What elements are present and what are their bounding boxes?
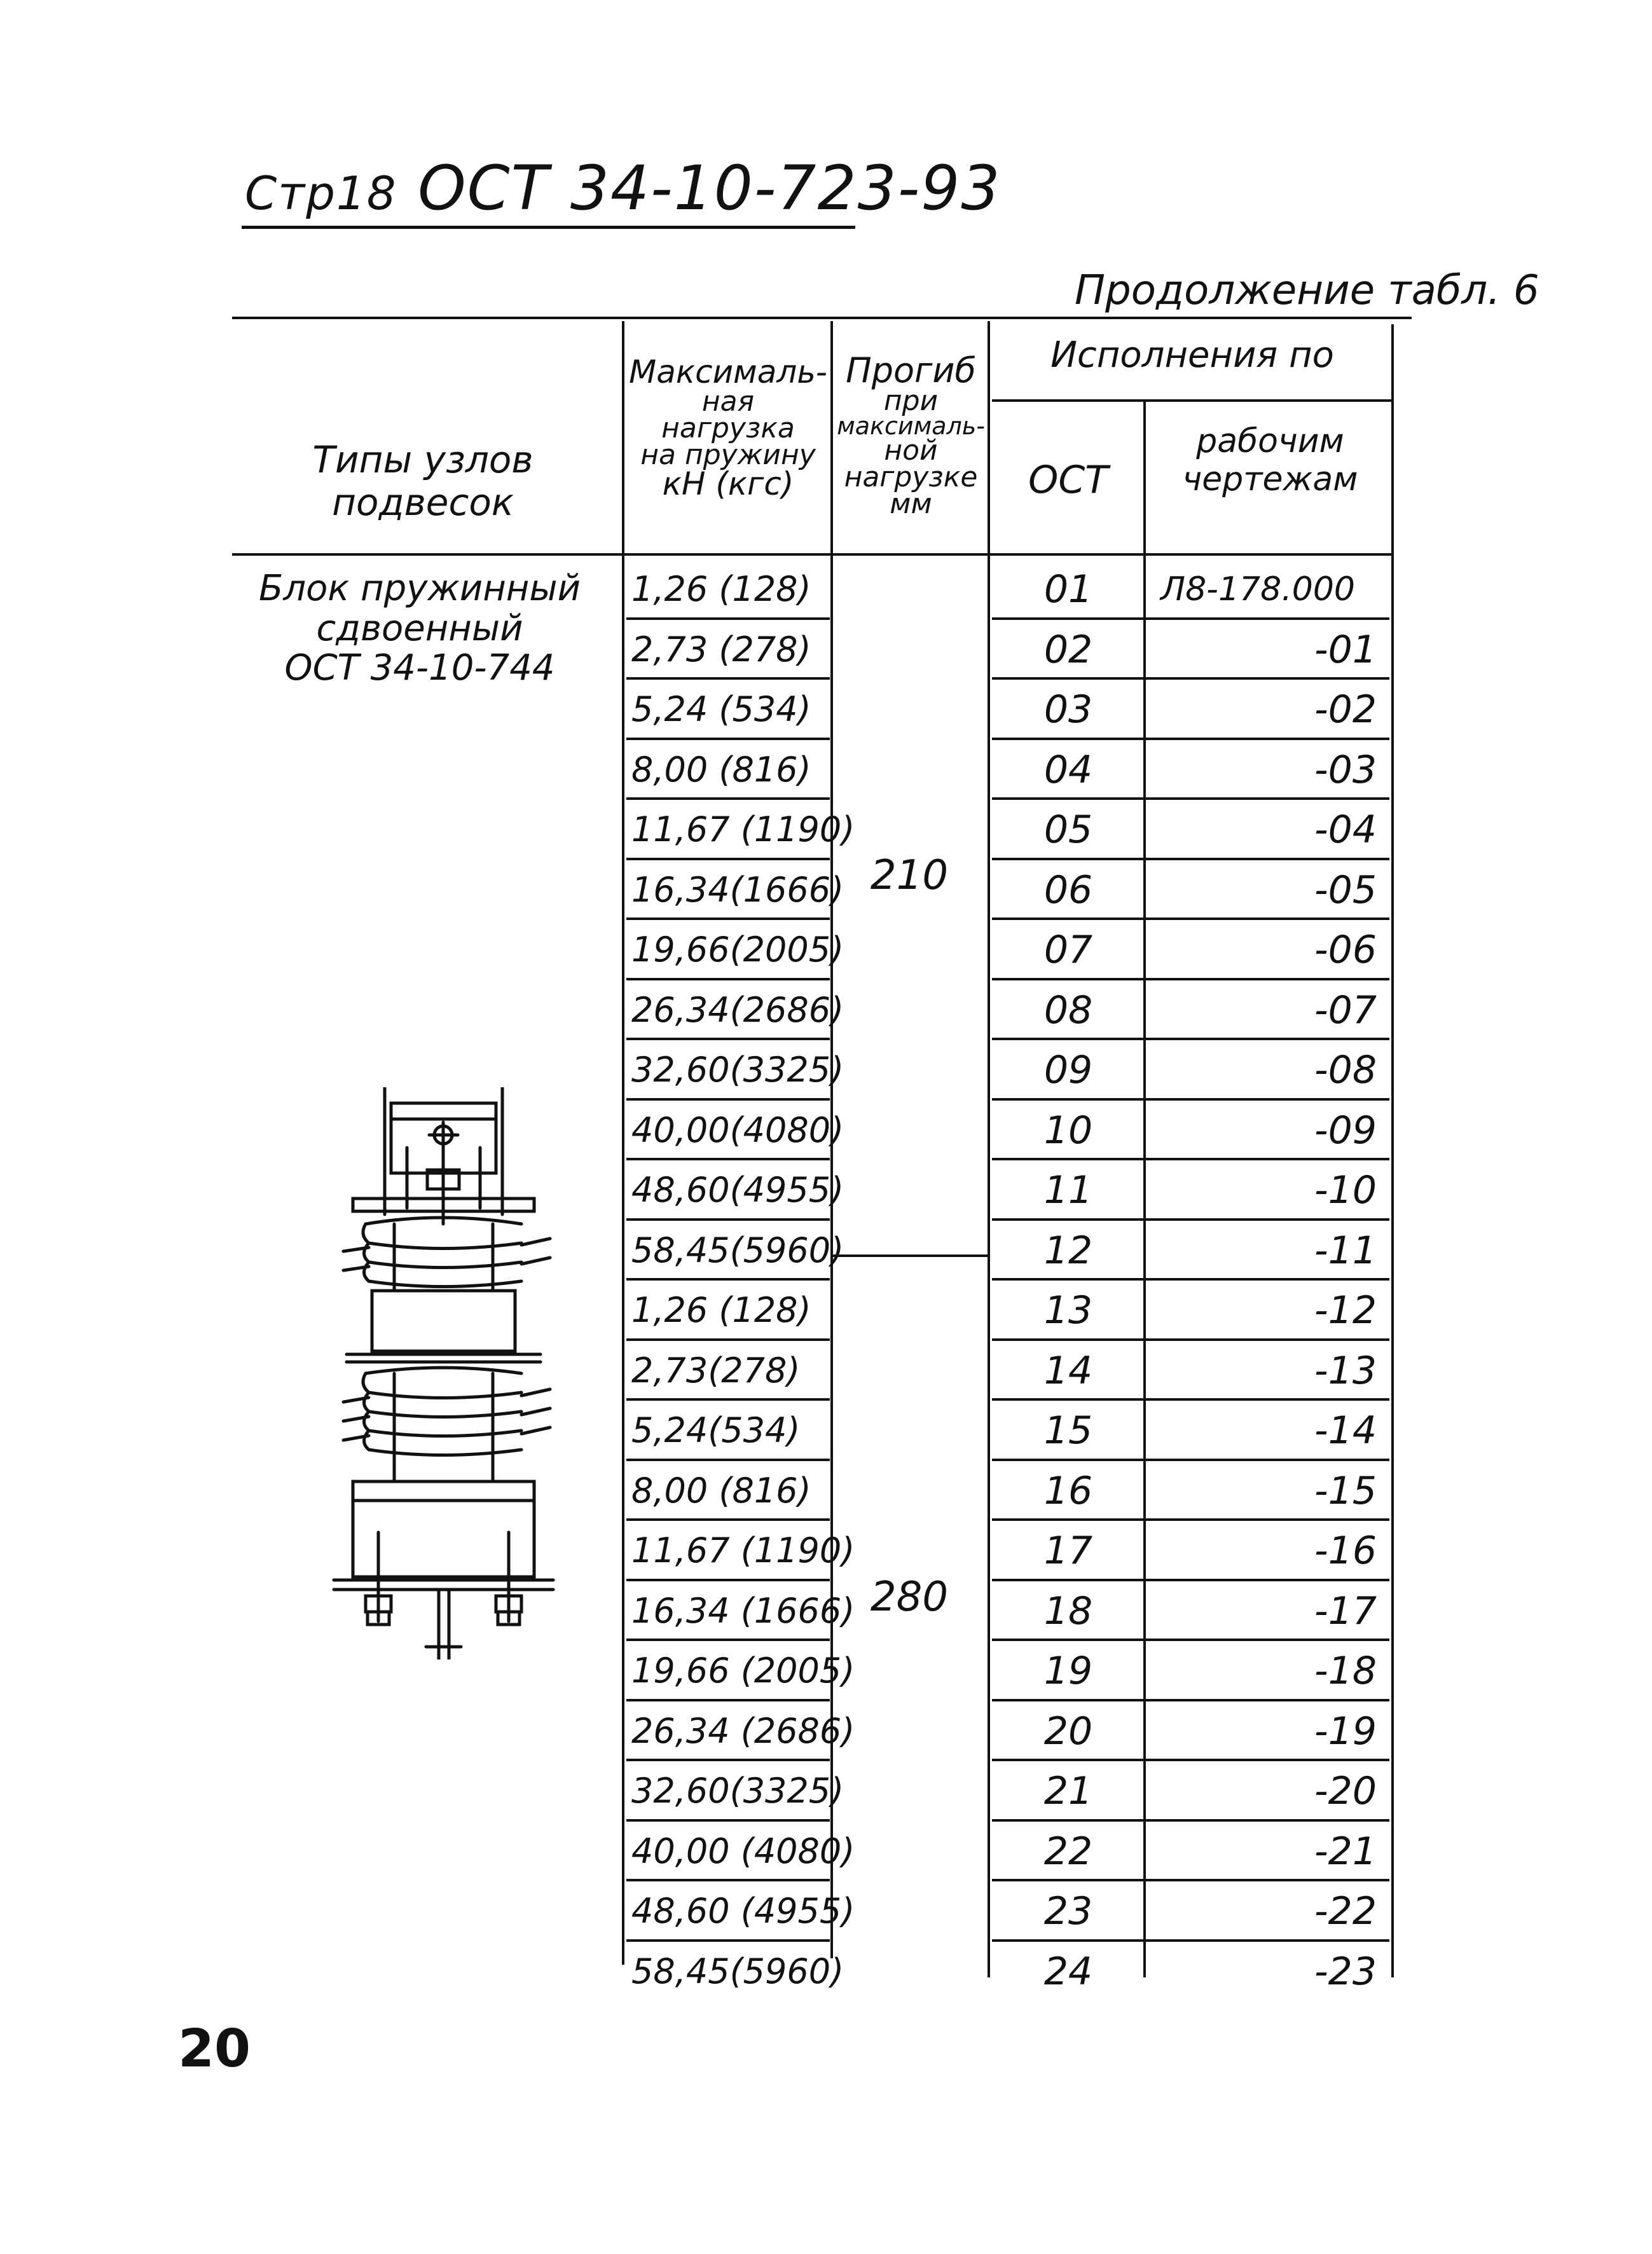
table-row (992, 1341, 1389, 1401)
ost-cell: 12 (1043, 1228, 1093, 1273)
table-row (992, 860, 1389, 921)
col-header-ost: ОСТ (1028, 458, 1108, 502)
ost-cell: 04 (1043, 747, 1093, 792)
ost-cell: 24 (1043, 1949, 1093, 1994)
spring-block-drawing (331, 1087, 560, 1660)
drawing-cell: -21 (1314, 1829, 1377, 1874)
versions-rows (992, 560, 1389, 2002)
drawing-cell: -13 (1314, 1348, 1377, 1393)
col-header-deflection-line3: максималь- (837, 411, 985, 440)
drawing-cell: -04 (1314, 807, 1377, 852)
col-header-drawings-line1: рабочим (1196, 422, 1344, 460)
table-row (992, 1101, 1389, 1161)
col-header-drawings (1148, 423, 1393, 499)
load-cell: 32,60(3325) (626, 1761, 830, 1822)
drawing-cell: -12 (1314, 1288, 1377, 1333)
col-header-type (232, 439, 614, 523)
drawing-cell: -08 (1314, 1048, 1377, 1092)
col-header-load-line5: кН (кгс) (662, 465, 794, 503)
page-number: 20 (178, 2019, 251, 2079)
col-header-deflection-line1: Прогиб (846, 350, 976, 390)
drawing-cell: -09 (1314, 1108, 1377, 1153)
load-cell: 48,60(4955) (626, 1160, 830, 1221)
col-header-drawings-line2: чертежам (1182, 460, 1358, 498)
load-cell: 8,00 (816) (626, 1461, 830, 1522)
node-type-line3: ОСТ 34-10-744 (284, 647, 555, 689)
load-cell: 48,60 (4955) (626, 1881, 830, 1942)
drawing-cell: Л8-178.000 (1160, 570, 1355, 608)
ost-cell: 07 (1043, 928, 1093, 972)
load-cell: 40,00(4080) (626, 1101, 830, 1161)
col-header-deflection-line2: при (883, 385, 939, 418)
ost-cell: 10 (1043, 1108, 1093, 1153)
ost-cell: 01 (1043, 567, 1093, 612)
table-row (992, 920, 1389, 980)
drawing-cell: -17 (1314, 1588, 1377, 1633)
standard-code: ОСТ 34-10-723-93 (418, 153, 1002, 224)
ost-cell: 06 (1043, 867, 1093, 912)
table-row (992, 1160, 1389, 1221)
table-row (992, 1701, 1389, 1762)
col-header-versions: Исполнения по (1050, 334, 1334, 376)
drawing-cell: -05 (1314, 867, 1377, 912)
load-cell: 58,45(5960) (626, 1221, 830, 1281)
drawing-cell: -06 (1314, 928, 1377, 972)
load-cell: 19,66 (2005) (626, 1641, 830, 1701)
load-cell: 26,34(2686) (626, 980, 830, 1041)
ost-cell: 08 (1043, 987, 1093, 1033)
drawing-cell: -07 (1314, 987, 1377, 1033)
load-cell: 2,73 (278) (626, 620, 830, 680)
drawing-cell: -15 (1314, 1468, 1377, 1513)
load-cell: 5,24 (534) (626, 680, 830, 740)
ost-cell: 15 (1043, 1408, 1093, 1453)
table-row (992, 680, 1389, 740)
table-row (992, 1221, 1389, 1281)
load-cell: 19,66(2005) (626, 920, 830, 980)
node-type (229, 569, 610, 689)
load-cell: 16,34 (1666) (626, 1581, 830, 1642)
ost-cell: 02 (1043, 627, 1093, 672)
drawing-cell: -02 (1314, 687, 1377, 732)
page-prefix: Стр18 (245, 167, 397, 220)
load-cell: 1,26 (128) (626, 560, 830, 620)
table-row (992, 1581, 1389, 1642)
ost-cell: 05 (1043, 807, 1093, 852)
table-row (992, 980, 1389, 1041)
continuation-label: Продолжение табл. 6 (1075, 267, 1539, 314)
col-header-load-line4: на пружину (640, 438, 816, 471)
drawing-cell: -16 (1314, 1529, 1377, 1573)
drawing-cell: -03 (1314, 747, 1377, 792)
drawing-cell: -14 (1314, 1408, 1377, 1453)
drawing-cell: -18 (1314, 1649, 1377, 1693)
table-row (992, 1881, 1389, 1942)
drawing-cell: -19 (1314, 1708, 1377, 1754)
ost-cell: 23 (1043, 1889, 1093, 1934)
col-header-load-line3: нагрузка (661, 411, 795, 444)
load-cell: 11,67 (1190) (626, 1521, 830, 1581)
ost-cell: 13 (1043, 1288, 1093, 1333)
col-header-type-text: Типы узлов подвесок (312, 438, 533, 524)
ost-cell: 18 (1043, 1588, 1093, 1633)
drawing-cell: -23 (1314, 1949, 1377, 1994)
deflection-value-group1: 210 (870, 852, 949, 899)
ost-cell: 21 (1043, 1769, 1093, 1813)
col-header-deflection-line4: ной (884, 434, 938, 467)
table-row (992, 1822, 1389, 1882)
load-cell: 2,73(278) (626, 1341, 830, 1401)
ost-cell: 03 (1043, 687, 1093, 732)
load-cell: 26,34 (2686) (626, 1701, 830, 1762)
ost-cell: 19 (1043, 1649, 1093, 1693)
col-header-load (626, 354, 830, 503)
table-row (992, 560, 1389, 620)
table-row (992, 620, 1389, 680)
drawing-cell: -01 (1314, 627, 1377, 672)
ost-cell: 20 (1043, 1708, 1093, 1754)
drawing-cell: -22 (1314, 1889, 1377, 1934)
drawing-cell: -11 (1314, 1228, 1377, 1273)
node-type-line1: Блок пружинный (258, 568, 581, 609)
load-cell: 5,24(534) (626, 1401, 830, 1461)
load-column (626, 560, 855, 2002)
ost-cell: 17 (1043, 1529, 1093, 1573)
deflection-value-group2: 280 (870, 1574, 949, 1621)
load-cell: 11,67 (1190) (626, 800, 830, 860)
table-row (992, 1461, 1389, 1522)
ost-cell: 14 (1043, 1348, 1093, 1393)
col-header-deflection (833, 350, 989, 520)
load-cell: 32,60(3325) (626, 1040, 830, 1101)
table-row (992, 1521, 1389, 1581)
load-cell: 16,34(1666) (626, 860, 830, 921)
node-type-line2: сдвоенный (316, 607, 523, 649)
col-header-deflection-line6: мм (890, 487, 932, 520)
load-cell: 40,00 (4080) (626, 1822, 830, 1882)
ost-cell: 16 (1043, 1468, 1093, 1513)
drawing-cell: -10 (1314, 1168, 1377, 1213)
ost-cell: 09 (1043, 1048, 1093, 1092)
table-row (992, 1401, 1389, 1461)
col-header-deflection-line5: нагрузке (844, 460, 978, 493)
ost-cell: 11 (1043, 1168, 1093, 1213)
col-header-load-line2: ная (701, 385, 755, 418)
table-row (992, 1040, 1389, 1101)
table-row (992, 1641, 1389, 1701)
ost-cell: 22 (1043, 1829, 1093, 1874)
col-header-load-line1: Максималь- (629, 354, 827, 390)
table-row (992, 1761, 1389, 1822)
table-row (992, 1281, 1389, 1341)
table-row (992, 740, 1389, 801)
load-cell: 8,00 (816) (626, 740, 830, 801)
load-cell: 58,45(5960) (631, 1951, 844, 1991)
table-row (992, 1942, 1389, 2002)
table-row (992, 800, 1389, 860)
load-cell: 1,26 (128) (626, 1281, 830, 1341)
drawing-cell: -20 (1314, 1769, 1377, 1813)
